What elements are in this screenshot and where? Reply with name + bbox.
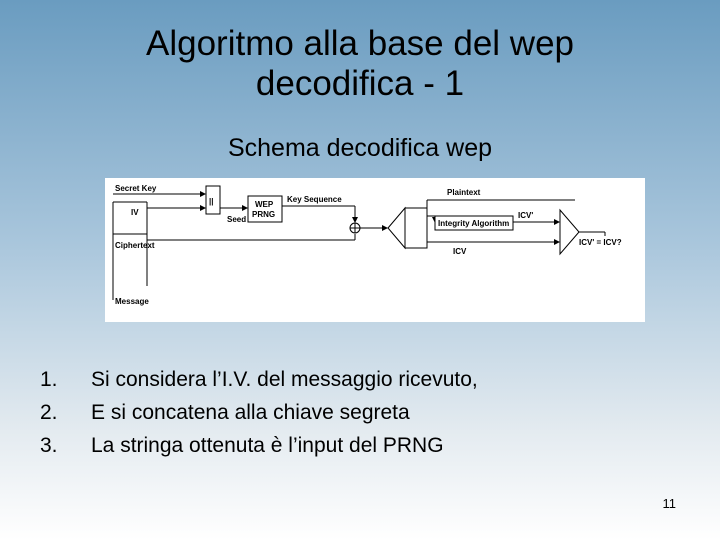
- wep-decryption-diagram: [105, 178, 645, 322]
- slide-subtitle: Schema decodifica wep: [227, 134, 493, 162]
- integrity-algorithm-label: Integrity Algorithm: [438, 219, 510, 228]
- diagram-svg: [105, 178, 645, 322]
- page-number: 11: [662, 496, 676, 511]
- seed-label: Seed: [227, 215, 247, 224]
- list-item-text: Si considera l’I.V. del messaggio ricevuto,: [91, 368, 478, 391]
- slide-title-line-1: Algoritmo alla base del wep: [145, 24, 574, 63]
- list-item-number: 3.: [40, 434, 58, 457]
- list-item-number: 2.: [40, 401, 58, 424]
- compare-triangle: [560, 210, 579, 254]
- list-item: [40, 363, 478, 396]
- compare-label: ICV' = ICV?: [579, 238, 622, 247]
- list-item-text: La stringa ottenuta è l’input del PRNG: [91, 434, 444, 457]
- slide-title-line-2: decodifica - 1: [255, 64, 465, 103]
- key-sequence-label: Key Sequence: [287, 195, 342, 204]
- split-triangle: [388, 208, 405, 248]
- ciphertext-label: Ciphertext: [115, 241, 155, 250]
- prng-label: PRNG: [252, 210, 276, 219]
- list-item: [40, 396, 478, 429]
- iv-label: IV: [131, 208, 139, 217]
- message-label: Message: [115, 297, 149, 306]
- icv-prime-label: ICV': [518, 211, 534, 220]
- secret-key-label: Secret Key: [115, 184, 157, 193]
- steps-list: [40, 363, 478, 462]
- plaintext-label: Plaintext: [447, 188, 481, 197]
- split-block: [405, 208, 427, 248]
- list-item-text: E si concatena alla chiave segreta: [91, 401, 410, 424]
- icv-label: ICV: [453, 247, 467, 256]
- list-item-number: 1.: [40, 368, 58, 391]
- list-item: [40, 429, 478, 462]
- slide-title: [60, 24, 660, 104]
- wep-label: WEP: [255, 200, 274, 209]
- concat-label: ||: [209, 197, 214, 206]
